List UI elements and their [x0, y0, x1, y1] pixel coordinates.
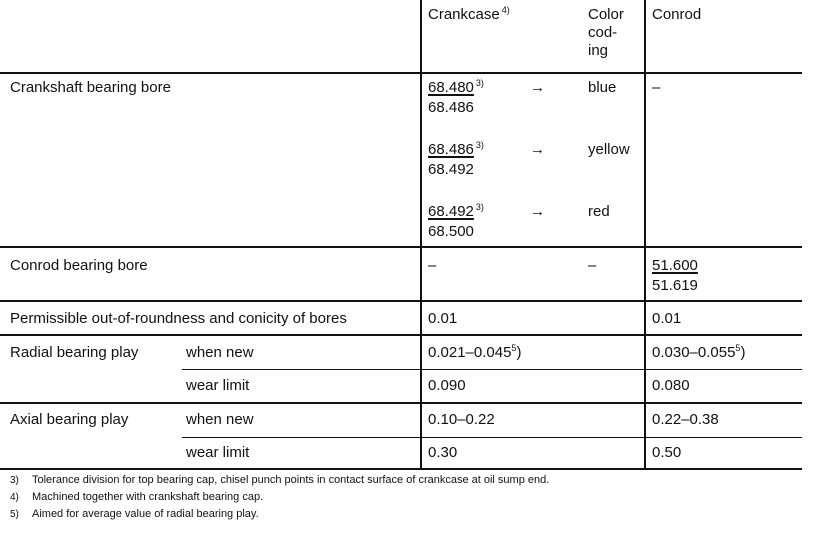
- header-color-coding-line3: ing: [588, 42, 609, 59]
- crank-bore-label: Crankshaft bearing bore: [10, 79, 171, 96]
- crank-grade-2-max: 68.492: [428, 161, 474, 178]
- footnote-4: 4) Machined together with crankshaft bearing cap.: [10, 491, 264, 503]
- header-crankcase: Crankcase $^{4)}$: [428, 5, 510, 23]
- radial-new-crankcase: 0.021–0.045$^5$): [428, 343, 522, 361]
- radial-wear-label: wear limit: [186, 377, 250, 394]
- crank-bore-conrod: –: [652, 79, 661, 96]
- roundness-label: Permissible out-of-roundness and conicity of bores: [10, 310, 347, 327]
- crank-grade-1-max: 68.486: [428, 99, 474, 116]
- conrod-bore-max: 51.619: [652, 277, 698, 294]
- crank-grade-3-arrow: →: [530, 203, 545, 220]
- footnote-5: 5) Aimed for average value of radial bearing play.: [10, 508, 259, 520]
- radial-label: Radial bearing play: [10, 344, 139, 361]
- header-color-coding-line2: cod-: [588, 24, 618, 41]
- rule-conrod-bottom: [0, 300, 802, 302]
- conrod-bore-crankcase: –: [428, 257, 437, 274]
- axial-wear-conrod: 0.50: [652, 444, 682, 461]
- crank-grade-1-color: blue: [588, 79, 617, 96]
- crank-grade-3-min: 68.492 $^{3)}$: [428, 202, 484, 220]
- rule-table-bottom: [0, 468, 802, 470]
- roundness-conrod: 0.01: [652, 310, 682, 327]
- rule-header-bottom: [0, 72, 802, 74]
- header-color-coding-line1: Color: [588, 6, 624, 23]
- axial-label: Axial bearing play: [10, 411, 129, 428]
- radial-new-conrod: 0.030–0.055$^5$): [652, 343, 746, 361]
- header-color-coding: [588, 6, 624, 60]
- axial-new-crankcase: 0.10–0.22: [428, 411, 495, 428]
- rule-radial-bottom: [0, 402, 802, 404]
- crank-grade-3-color: red: [588, 203, 610, 220]
- rule-col-conrod: [644, 0, 646, 470]
- axial-new-conrod: 0.22–0.38: [652, 411, 719, 428]
- conrod-bore-label: Conrod bearing bore: [10, 257, 148, 274]
- rule-crank-bottom: [0, 246, 802, 248]
- rule-radial-mid: [182, 369, 802, 370]
- axial-wear-label: wear limit: [186, 444, 250, 461]
- crank-grade-2-arrow: →: [530, 141, 545, 158]
- crank-grade-1-arrow: →: [530, 79, 545, 96]
- crank-grade-3-max: 68.500: [428, 223, 474, 240]
- rule-col-crankcase: [420, 0, 422, 470]
- crank-grade-2-color: yellow: [588, 141, 630, 158]
- radial-wear-crankcase: 0.090: [428, 377, 466, 394]
- radial-new-label: when new: [186, 344, 254, 361]
- radial-wear-conrod: 0.080: [652, 377, 690, 394]
- rule-axial-mid: [182, 437, 802, 438]
- crank-grade-1-min: 68.480 $^{3)}$: [428, 78, 484, 96]
- rule-roundness-bottom: [0, 334, 802, 336]
- conrod-bore-color: –: [588, 257, 597, 274]
- crank-grade-2-min: 68.486 $^{3)}$: [428, 140, 484, 158]
- axial-new-label: when new: [186, 411, 254, 428]
- axial-wear-crankcase: 0.30: [428, 444, 458, 461]
- footnote-3: 3) Tolerance division for top bearing cap, chisel punch points in contact surface of crankcase at oil sump end.: [10, 474, 550, 486]
- conrod-bore-min: 51.600: [652, 257, 698, 274]
- header-conrod: Conrod: [652, 6, 702, 23]
- roundness-crankcase: 0.01: [428, 310, 458, 327]
